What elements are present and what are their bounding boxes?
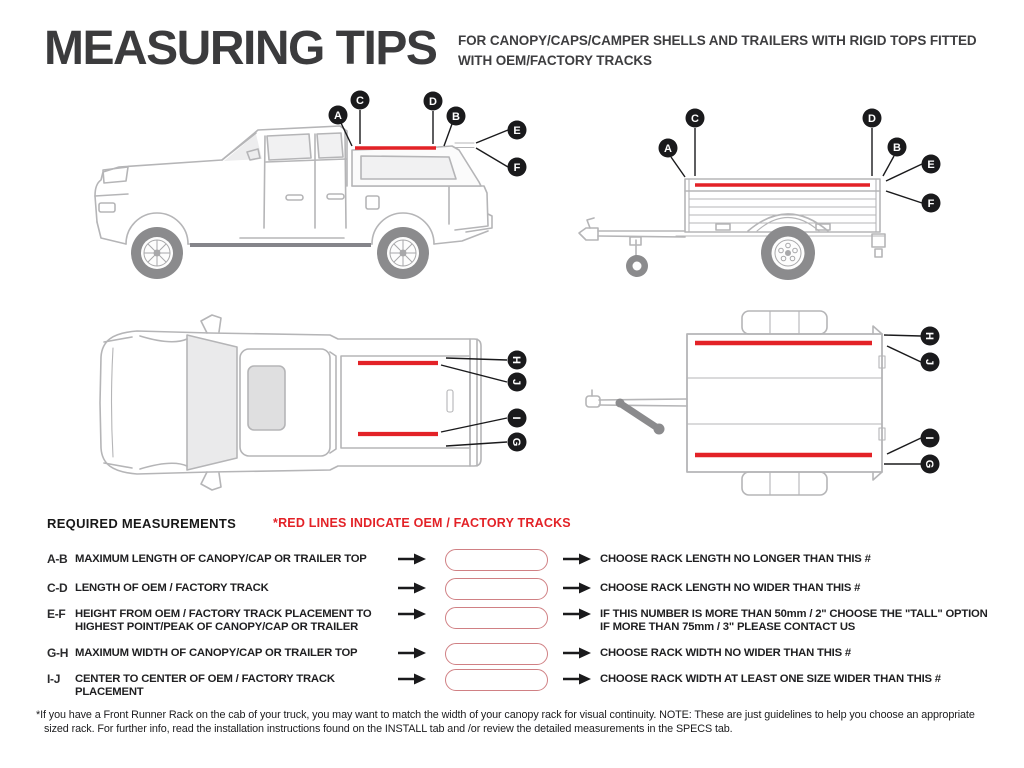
arrow-right-icon xyxy=(562,608,592,620)
svg-text:C: C xyxy=(691,113,699,125)
svg-text:H: H xyxy=(923,332,935,340)
callout-label-e xyxy=(508,121,527,140)
measurement-value-pill xyxy=(445,669,548,691)
row-description xyxy=(75,647,397,660)
svg-text:H: H xyxy=(510,356,522,364)
measurement-row-ab xyxy=(0,551,1024,577)
trailer-top-box xyxy=(586,311,885,495)
row-description-line2: HIGHEST POINT/PEAK OF CANOPY/CAP OR TRAILER xyxy=(75,621,359,633)
front-wheel xyxy=(131,227,183,279)
row-id: E-F xyxy=(47,607,66,621)
jockey-crank-handle xyxy=(616,399,665,435)
row-description xyxy=(75,673,397,699)
row-result-line1: CHOOSE RACK LENGTH NO LONGER THAN THIS # xyxy=(600,553,871,565)
svg-text:E: E xyxy=(513,125,521,137)
arrow-right-icon xyxy=(562,582,592,594)
page-subtitle xyxy=(458,31,977,71)
row-description-line1: LENGTH OF OEM / FACTORY TRACK xyxy=(75,582,269,594)
callout-label-d xyxy=(863,109,882,128)
callout-label-g xyxy=(508,433,527,452)
measurement-value-pill xyxy=(445,578,548,600)
callout-label-g xyxy=(921,455,940,474)
callout-label-j xyxy=(921,353,940,372)
svg-text:D: D xyxy=(868,113,876,125)
callout-label-a xyxy=(329,106,348,125)
row-description xyxy=(75,553,397,566)
svg-text:D: D xyxy=(429,96,437,108)
svg-text:F: F xyxy=(513,162,521,174)
row-result xyxy=(600,673,1024,686)
callout-label-i xyxy=(508,409,527,428)
row-result xyxy=(600,608,1024,634)
svg-text:B: B xyxy=(452,111,460,123)
trailer-top-view-diagram xyxy=(585,293,1024,510)
measurement-row-ef xyxy=(0,606,1024,632)
truck-top-callout-lines xyxy=(441,358,507,446)
page-title: MEASURING TIPS xyxy=(44,22,437,75)
row-result-line1: CHOOSE RACK WIDTH AT LEAST ONE SIZE WIDER THAN THIS # xyxy=(600,673,941,685)
svg-text:A: A xyxy=(664,143,672,155)
footnote xyxy=(36,708,975,736)
arrow-right-icon xyxy=(397,673,427,685)
svg-text:E: E xyxy=(927,159,935,171)
svg-text:I: I xyxy=(923,436,935,440)
required-measurements-heading: REQUIRED MEASUREMENTS xyxy=(47,516,237,531)
trailer-wheel xyxy=(761,226,815,280)
callout-label-j xyxy=(508,373,527,392)
svg-text:B: B xyxy=(893,142,901,154)
trailer-top-callout-lines xyxy=(884,335,921,464)
row-description xyxy=(75,608,397,634)
row-description xyxy=(75,582,397,595)
footnote-line2: sized rack. For further info, read the installation instructions found on the INSTALL tab and /or review the detailed measurements in the SPECS tab. xyxy=(44,723,733,735)
row-description-line1: CENTER TO CENTER OF OEM / FACTORY TRACK PLACEMENT xyxy=(75,673,335,698)
row-description-line1: MAXIMUM WIDTH OF CANOPY/CAP OR TRAILER TOP xyxy=(75,647,358,659)
arrow-right-icon xyxy=(562,647,592,659)
row-result xyxy=(600,582,1024,595)
callout-label-b xyxy=(888,138,907,157)
measurement-value-pill xyxy=(445,607,548,629)
callout-label-e xyxy=(922,155,941,174)
row-id: A-B xyxy=(47,552,68,566)
jockey-wheel xyxy=(626,255,648,277)
svg-text:C: C xyxy=(356,95,364,107)
callout-label-d xyxy=(424,92,443,111)
row-result-line1: CHOOSE RACK WIDTH NO WIDER THAN THIS # xyxy=(600,647,851,659)
truck-top-body xyxy=(100,315,481,490)
trailer-side-view-diagram xyxy=(565,95,1005,300)
red-lines-note: *RED LINES INDICATE OEM / FACTORY TRACKS xyxy=(273,516,571,530)
truck-side-view-diagram xyxy=(58,88,542,302)
callout-label-f xyxy=(508,158,527,177)
row-result-line1: IF THIS NUMBER IS MORE THAN 50mm / 2" CHOOSE THE "TALL" OPTION xyxy=(600,608,988,620)
arrow-right-icon xyxy=(397,608,427,620)
row-id: I-J xyxy=(47,672,61,686)
row-description-line1: HEIGHT FROM OEM / FACTORY TRACK PLACEMENT TO xyxy=(75,608,372,620)
arrow-right-icon xyxy=(397,553,427,565)
callout-label-c xyxy=(686,109,705,128)
subtitle-line-1: FOR CANOPY/CAPS/CAMPER SHELLS AND TRAILERS WITH RIGID TOPS FITTED xyxy=(458,33,977,48)
row-result-line1: CHOOSE RACK LENGTH NO WIDER THAN THIS # xyxy=(600,582,861,594)
svg-text:J: J xyxy=(510,378,522,386)
subtitle-line-2: WITH OEM/FACTORY TRACKS xyxy=(458,53,652,68)
measurement-value-pill xyxy=(445,643,548,665)
arrow-right-icon xyxy=(397,647,427,659)
row-description-line1: MAXIMUM LENGTH OF CANOPY/CAP OR TRAILER TOP xyxy=(75,553,367,565)
callout-label-h xyxy=(508,351,527,370)
svg-text:F: F xyxy=(927,198,935,210)
measurement-row-gh xyxy=(0,645,1024,671)
callout-label-f xyxy=(922,194,941,213)
arrow-right-icon xyxy=(562,553,592,565)
rear-wheel xyxy=(377,227,429,279)
measurement-row-cd xyxy=(0,580,1024,606)
svg-text:G: G xyxy=(923,459,935,469)
callout-label-c xyxy=(351,91,370,110)
row-result xyxy=(600,647,1024,660)
callout-label-h xyxy=(921,327,940,346)
row-id: G-H xyxy=(47,646,69,660)
row-id: C-D xyxy=(47,581,68,595)
trailer-drawbar xyxy=(579,218,685,257)
arrow-right-icon xyxy=(562,673,592,685)
svg-text:A: A xyxy=(334,110,342,122)
row-result-line2: IF MORE THAN 75mm / 3" PLEASE CONTACT US xyxy=(600,621,856,633)
svg-text:J: J xyxy=(923,358,935,366)
measurement-row-ij xyxy=(0,671,1024,697)
measurement-value-pill xyxy=(445,549,548,571)
callout-label-b xyxy=(447,107,466,126)
truck-top-view-diagram xyxy=(85,298,540,505)
callout-label-a xyxy=(659,139,678,158)
svg-text:I: I xyxy=(510,416,522,420)
arrow-right-icon xyxy=(397,582,427,594)
row-result xyxy=(600,553,1024,566)
callout-label-i xyxy=(921,429,940,448)
footnote-line1: *If you have a Front Runner Rack on the cab of your truck, you may want to match the width of your canopy rack for visual continuity. NOTE: These are just guidelines to help you choose an appropriate xyxy=(36,709,975,721)
svg-text:G: G xyxy=(510,437,522,447)
